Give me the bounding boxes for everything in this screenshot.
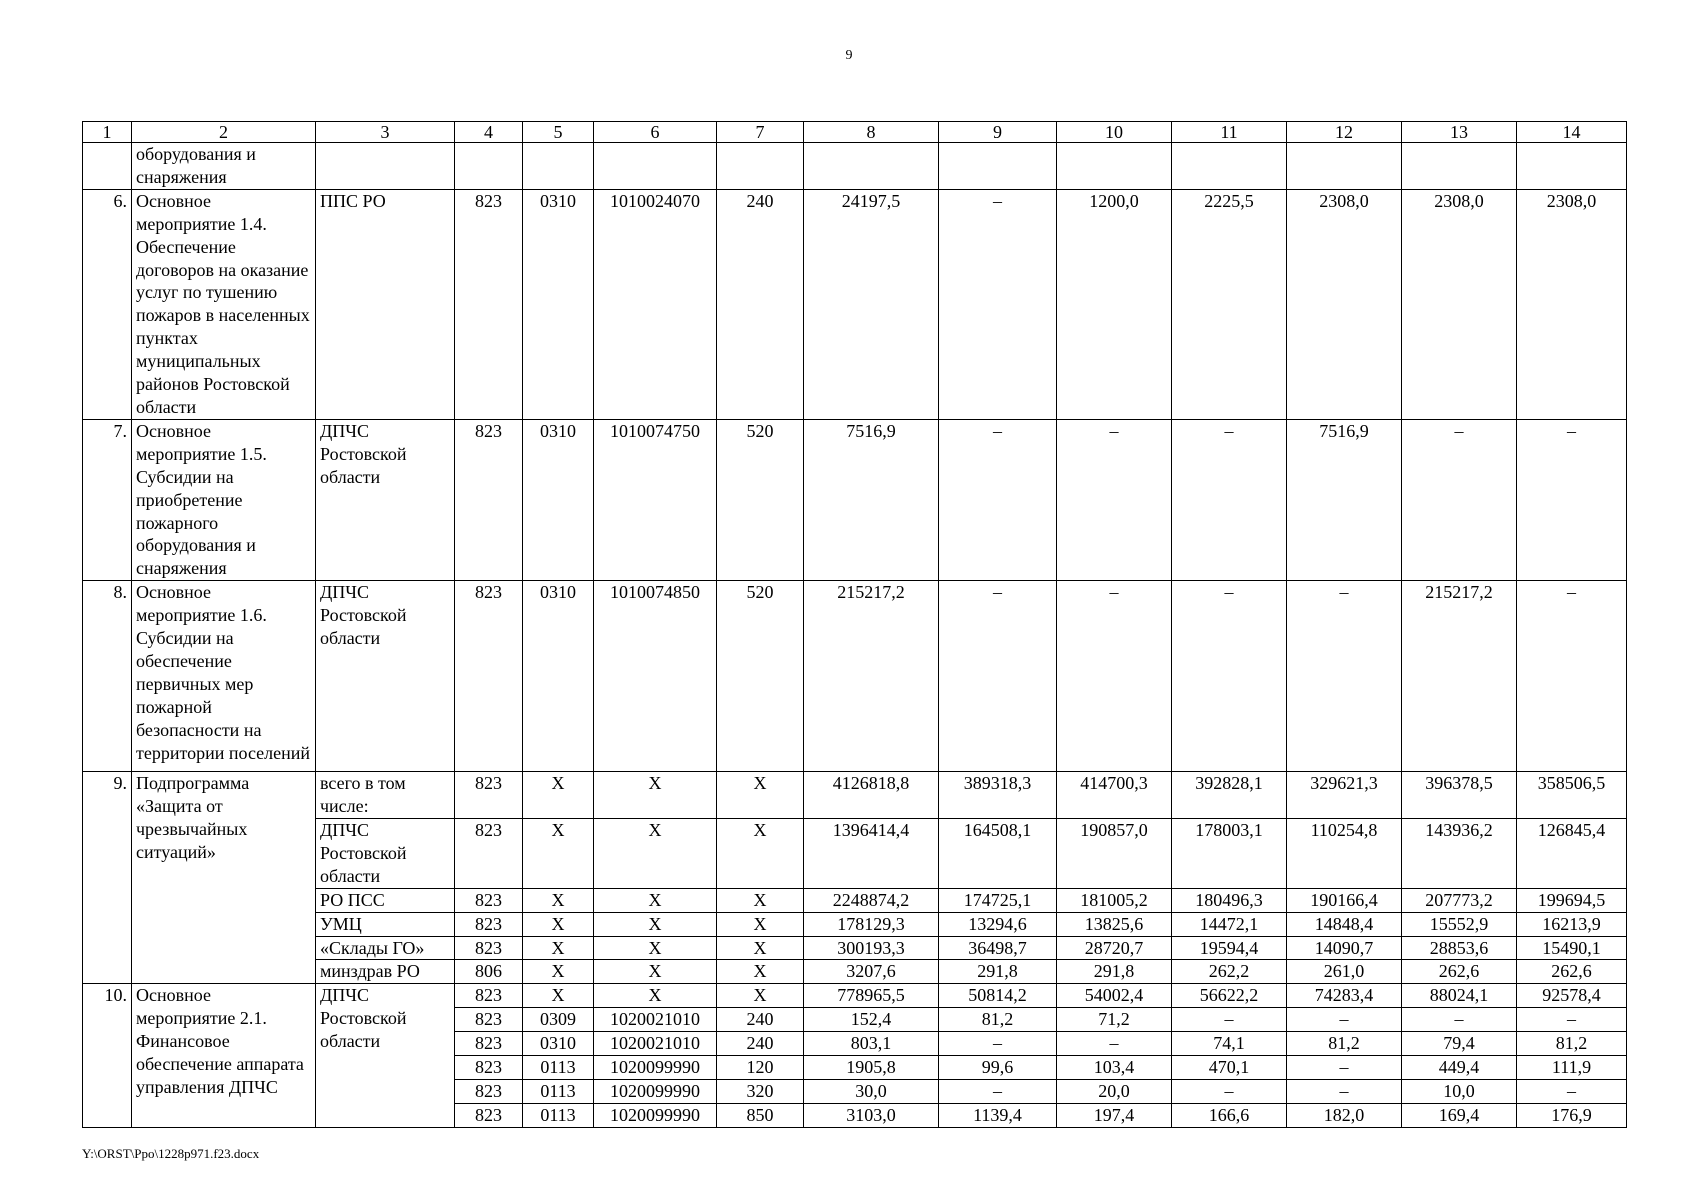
section-code-cell: X	[523, 960, 594, 984]
amount-cell: 470,1	[1172, 1056, 1287, 1080]
expense-type-cell: 240	[717, 1008, 804, 1032]
column-number: 3	[316, 122, 455, 143]
executor-cell: ППС РО	[316, 189, 455, 419]
expense-type-cell: 240	[717, 1032, 804, 1056]
target-article-cell: X	[594, 819, 717, 889]
amount-cell: 24197,5	[804, 189, 939, 419]
column-number: 6	[594, 122, 717, 143]
measure-name: Основное мероприятие 1.6. Субсидии на обеспечение первичных мер пожарной безопасности на территории поселений	[132, 581, 316, 772]
expense-type-cell	[717, 143, 804, 190]
expense-type-cell: X	[717, 960, 804, 984]
amount-cell: 28853,6	[1402, 936, 1517, 960]
ministry-code-cell: 823	[455, 1103, 523, 1127]
amount-cell: 166,6	[1172, 1103, 1287, 1127]
amount-cell: 329621,3	[1287, 772, 1402, 819]
expense-type-cell: 240	[717, 189, 804, 419]
amount-cell: 389318,3	[939, 772, 1057, 819]
amount-cell: 414700,3	[1057, 772, 1172, 819]
executor-cell: ДПЧС Ростовской области	[316, 419, 455, 580]
target-article-cell: X	[594, 984, 717, 1008]
amount-cell: 92578,4	[1517, 984, 1627, 1008]
ministry-code-cell: 823	[455, 1080, 523, 1104]
column-number: 4	[455, 122, 523, 143]
ministry-code-cell: 823	[455, 1032, 523, 1056]
section-code-cell: X	[523, 772, 594, 819]
section-code-cell: X	[523, 936, 594, 960]
amount-cell: 126845,4	[1517, 819, 1627, 889]
target-article-cell: 1010024070	[594, 189, 717, 419]
amount-cell: 190857,0	[1057, 819, 1172, 889]
column-number: 12	[1287, 122, 1402, 143]
amount-cell: 7516,9	[804, 419, 939, 580]
amount-cell: 15490,1	[1517, 936, 1627, 960]
amount-cell: 2225,5	[1172, 189, 1287, 419]
amount-cell: 178003,1	[1172, 819, 1287, 889]
measure-row	[83, 581, 1627, 772]
amount-cell: 103,4	[1057, 1056, 1172, 1080]
amount-cell: 180496,3	[1172, 888, 1287, 912]
measure-name: Основное мероприятие 1.5. Субсидии на приобретение пожарного оборудования и снаряжения	[132, 419, 316, 580]
amount-cell: 14472,1	[1172, 912, 1287, 936]
amount-cell: 14090,7	[1287, 936, 1402, 960]
amount-cell: 2308,0	[1402, 189, 1517, 419]
amount-cell: 74,1	[1172, 1032, 1287, 1056]
amount-cell: 110254,8	[1287, 819, 1402, 889]
amount-cell: –	[939, 1080, 1057, 1104]
expense-type-cell: X	[717, 888, 804, 912]
amount-cell: 7516,9	[1287, 419, 1402, 580]
ministry-code-cell: 823	[455, 819, 523, 889]
measure-name: оборудования и снаряжения	[132, 143, 316, 190]
amount-cell: 111,9	[1517, 1056, 1627, 1080]
target-article-cell: X	[594, 772, 717, 819]
amount-cell: 164508,1	[939, 819, 1057, 889]
amount-cell: –	[1172, 1008, 1287, 1032]
target-article-cell: 1010074750	[594, 419, 717, 580]
amount-cell: 182,0	[1287, 1103, 1402, 1127]
column-number: 13	[1402, 122, 1517, 143]
section-code-cell: X	[523, 819, 594, 889]
amount-cell: 3207,6	[804, 960, 939, 984]
amount-cell: 392828,1	[1172, 772, 1287, 819]
amount-cell	[939, 143, 1057, 190]
section-code-cell: 0309	[523, 1008, 594, 1032]
target-article-cell: X	[594, 888, 717, 912]
amount-cell: –	[1172, 581, 1287, 772]
amount-cell	[804, 143, 939, 190]
expense-type-cell: 520	[717, 581, 804, 772]
expense-type-cell: X	[717, 819, 804, 889]
amount-cell: –	[1517, 1008, 1627, 1032]
amount-cell: –	[1287, 1080, 1402, 1104]
ministry-code-cell: 823	[455, 419, 523, 580]
ministry-code-cell: 823	[455, 1056, 523, 1080]
section-code-cell: 0310	[523, 1032, 594, 1056]
amount-cell: 88024,1	[1402, 984, 1517, 1008]
amount-cell: 74283,4	[1287, 984, 1402, 1008]
amount-cell: 19594,4	[1172, 936, 1287, 960]
amount-cell: –	[1402, 419, 1517, 580]
column-number: 11	[1172, 122, 1287, 143]
amount-cell: 28720,7	[1057, 936, 1172, 960]
amount-cell: –	[1057, 419, 1172, 580]
subprogram-rows	[83, 772, 1627, 984]
amount-cell: 99,6	[939, 1056, 1057, 1080]
amount-cell	[1057, 143, 1172, 190]
ministry-code-cell: 823	[455, 984, 523, 1008]
amount-cell: 81,2	[939, 1008, 1057, 1032]
amount-cell: 2308,0	[1517, 189, 1627, 419]
amount-cell: 358506,5	[1517, 772, 1627, 819]
amount-cell: 181005,2	[1057, 888, 1172, 912]
amount-cell: 2308,0	[1287, 189, 1402, 419]
section-code-cell: X	[523, 984, 594, 1008]
amount-cell: –	[1287, 581, 1402, 772]
executor-cell: всего в том числе:	[316, 772, 455, 819]
row-number: 9.	[83, 772, 132, 984]
amount-cell: –	[1287, 1056, 1402, 1080]
amount-cell: 778965,5	[804, 984, 939, 1008]
amount-cell: 215217,2	[1402, 581, 1517, 772]
page-number: 9	[845, 48, 853, 63]
target-article-cell	[594, 143, 717, 190]
amount-cell: 50814,2	[939, 984, 1057, 1008]
measure-name: Основное мероприятие 2.1. Финансовое обеспечение аппарата управления ДПЧС	[132, 984, 316, 1127]
amount-cell: 71,2	[1057, 1008, 1172, 1032]
target-article-cell: 1020099990	[594, 1056, 717, 1080]
amount-cell: 803,1	[804, 1032, 939, 1056]
amount-cell: 215217,2	[804, 581, 939, 772]
row-number: 6.	[83, 189, 132, 419]
amount-cell: –	[1172, 1080, 1287, 1104]
amount-cell: 54002,4	[1057, 984, 1172, 1008]
amount-cell: 36498,7	[939, 936, 1057, 960]
section-code-cell: X	[523, 888, 594, 912]
executor-cell: ДПЧС Ростовской области	[316, 819, 455, 889]
amount-cell: 79,4	[1402, 1032, 1517, 1056]
amount-cell: –	[939, 189, 1057, 419]
amount-cell: 262,6	[1402, 960, 1517, 984]
expense-type-cell: X	[717, 984, 804, 1008]
amount-cell: 15552,9	[1402, 912, 1517, 936]
measure-2-1-rows	[83, 984, 1627, 1127]
amount-cell: –	[1057, 1032, 1172, 1056]
amount-cell: –	[939, 581, 1057, 772]
amount-cell: 1200,0	[1057, 189, 1172, 419]
expense-type-cell: 850	[717, 1103, 804, 1127]
section-code-cell: 0113	[523, 1080, 594, 1104]
amount-cell: –	[1057, 581, 1172, 772]
amount-cell: 300193,3	[804, 936, 939, 960]
amount-cell: 56622,2	[1172, 984, 1287, 1008]
target-article-cell: X	[594, 936, 717, 960]
amount-cell: –	[1172, 419, 1287, 580]
column-number: 10	[1057, 122, 1172, 143]
amount-cell	[1402, 143, 1517, 190]
amount-cell: 81,2	[1517, 1032, 1627, 1056]
amount-cell: 3103,0	[804, 1103, 939, 1127]
ministry-code-cell: 823	[455, 581, 523, 772]
amount-cell: 30,0	[804, 1080, 939, 1104]
amount-cell: 1139,4	[939, 1103, 1057, 1127]
amount-cell: 396378,5	[1402, 772, 1517, 819]
amount-cell: 291,8	[939, 960, 1057, 984]
executor-cell: РО ПСС	[316, 888, 455, 912]
amount-cell: 199694,5	[1517, 888, 1627, 912]
amount-cell: –	[1517, 1080, 1627, 1104]
footer-file-path: Y:\ORST\Ppo\1228p971.f23.docx	[82, 1146, 260, 1161]
executor-cell: минздрав РО	[316, 960, 455, 984]
ministry-code-cell: 806	[455, 960, 523, 984]
section-code-cell: X	[523, 912, 594, 936]
amount-cell: 10,0	[1402, 1080, 1517, 1104]
executor-cell: «Склады ГО»	[316, 936, 455, 960]
budget-table	[82, 121, 1627, 1128]
section-code-cell: 0113	[523, 1103, 594, 1127]
amount-cell: 152,4	[804, 1008, 939, 1032]
amount-cell	[1517, 143, 1627, 190]
amount-cell: 291,8	[1057, 960, 1172, 984]
section-code-cell: 0310	[523, 189, 594, 419]
row-number: 10.	[83, 984, 132, 1127]
amount-cell: 207773,2	[1402, 888, 1517, 912]
amount-cell	[1172, 143, 1287, 190]
expense-type-cell: X	[717, 936, 804, 960]
amount-cell: 169,4	[1402, 1103, 1517, 1127]
amount-cell: 16213,9	[1517, 912, 1627, 936]
amount-cell: 143936,2	[1402, 819, 1517, 889]
expense-type-cell: 520	[717, 419, 804, 580]
amount-cell: 13294,6	[939, 912, 1057, 936]
target-article-cell: X	[594, 912, 717, 936]
row-number	[83, 143, 132, 190]
measure-line	[83, 984, 1627, 1008]
section-code-cell	[523, 143, 594, 190]
section-code-cell: 0113	[523, 1056, 594, 1080]
amount-cell: 197,4	[1057, 1103, 1172, 1127]
ministry-code-cell	[455, 143, 523, 190]
amount-cell: 1905,8	[804, 1056, 939, 1080]
amount-cell: –	[1287, 1008, 1402, 1032]
target-article-cell: X	[594, 960, 717, 984]
amount-cell	[1287, 143, 1402, 190]
amount-cell: 14848,4	[1287, 912, 1402, 936]
column-number: 1	[83, 122, 132, 143]
measure-row	[83, 419, 1627, 580]
amount-cell: 13825,6	[1057, 912, 1172, 936]
target-article-cell: 1020099990	[594, 1080, 717, 1104]
column-number: 7	[717, 122, 804, 143]
executor-cell: ДПЧС Ростовской области	[316, 984, 455, 1127]
row-number: 7.	[83, 419, 132, 580]
target-article-cell: 1010074850	[594, 581, 717, 772]
expense-type-cell: 320	[717, 1080, 804, 1104]
section-code-cell: 0310	[523, 581, 594, 772]
target-article-cell: 1020021010	[594, 1032, 717, 1056]
column-number: 2	[132, 122, 316, 143]
ministry-code-cell: 823	[455, 888, 523, 912]
amount-cell: 449,4	[1402, 1056, 1517, 1080]
ministry-code-cell: 823	[455, 936, 523, 960]
amount-cell: 2248874,2	[804, 888, 939, 912]
amount-cell: 174725,1	[939, 888, 1057, 912]
amount-cell: 20,0	[1057, 1080, 1172, 1104]
measure-row	[83, 189, 1627, 419]
executor-cell	[316, 143, 455, 190]
continuation-row	[83, 143, 1627, 190]
amount-cell: –	[1517, 581, 1627, 772]
column-number: 9	[939, 122, 1057, 143]
amount-cell: –	[1517, 419, 1627, 580]
amount-cell: 4126818,8	[804, 772, 939, 819]
target-article-cell: 1020099990	[594, 1103, 717, 1127]
column-number-row	[83, 122, 1627, 143]
executor-cell: ДПЧС Ростовской области	[316, 581, 455, 772]
executor-cell: УМЦ	[316, 912, 455, 936]
row-number: 8.	[83, 581, 132, 772]
amount-cell: –	[939, 1032, 1057, 1056]
amount-cell: –	[939, 419, 1057, 580]
ministry-code-cell: 823	[455, 1008, 523, 1032]
target-article-cell: 1020021010	[594, 1008, 717, 1032]
ministry-code-cell: 823	[455, 772, 523, 819]
amount-cell: 261,0	[1287, 960, 1402, 984]
column-number: 8	[804, 122, 939, 143]
amount-cell: 178129,3	[804, 912, 939, 936]
subprogram-line	[83, 772, 1627, 819]
amount-cell: 262,2	[1172, 960, 1287, 984]
ministry-code-cell: 823	[455, 912, 523, 936]
amount-cell: 190166,4	[1287, 888, 1402, 912]
column-number: 5	[523, 122, 594, 143]
section-code-cell: 0310	[523, 419, 594, 580]
amount-cell: 81,2	[1287, 1032, 1402, 1056]
amount-cell: 262,6	[1517, 960, 1627, 984]
measure-rows	[83, 143, 1627, 772]
amount-cell: 176,9	[1517, 1103, 1627, 1127]
column-number: 14	[1517, 122, 1627, 143]
expense-type-cell: X	[717, 912, 804, 936]
expense-type-cell: X	[717, 772, 804, 819]
measure-name: Основное мероприятие 1.4. Обеспечение договоров на оказание услуг по тушению пожаров в населенных пунктах муниципальных районов Ростовской области	[132, 189, 316, 419]
amount-cell: –	[1402, 1008, 1517, 1032]
expense-type-cell: 120	[717, 1056, 804, 1080]
ministry-code-cell: 823	[455, 189, 523, 419]
subprogram-name: Подпрограмма «Защита от чрезвычайных ситуаций»	[132, 772, 316, 984]
amount-cell: 1396414,4	[804, 819, 939, 889]
